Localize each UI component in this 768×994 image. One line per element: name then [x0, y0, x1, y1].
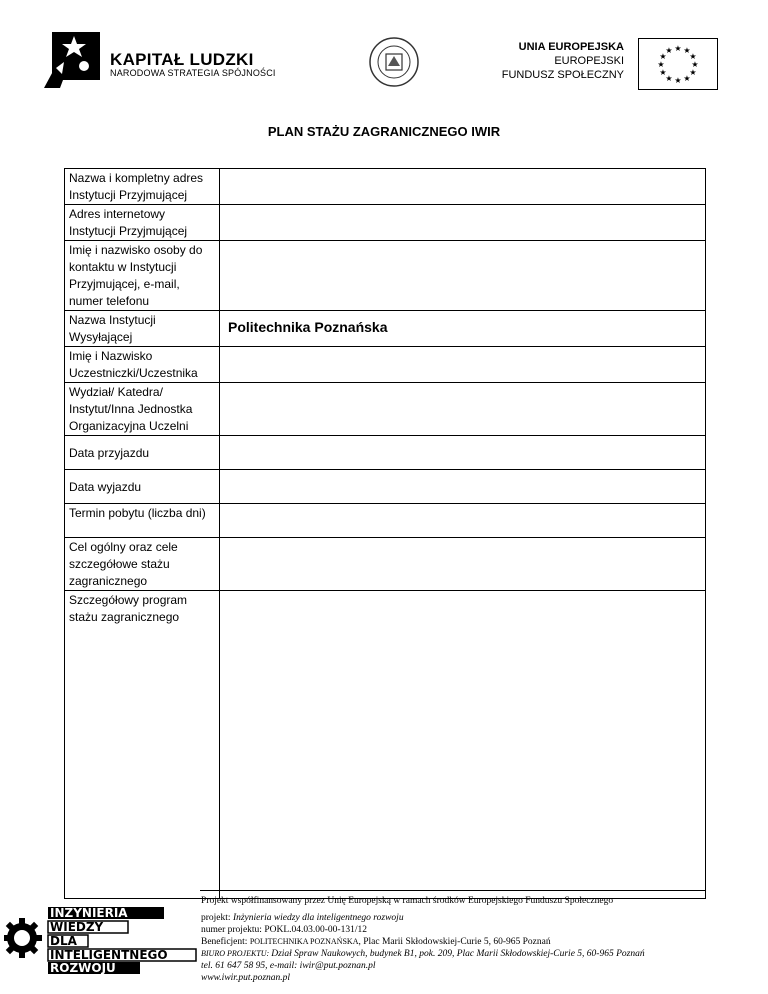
kapital-ludzki-title: KAPITAŁ LUDZKI: [110, 50, 254, 69]
row-value[interactable]: [220, 383, 706, 436]
footer-divider: [200, 890, 706, 891]
table-row: [65, 470, 706, 504]
svg-text:★: ★: [674, 44, 682, 53]
row-label: Adres internetowy Instytucji Przyjmującej: [65, 205, 220, 241]
footer-text: [201, 895, 711, 984]
table-row: [65, 538, 706, 591]
row-value[interactable]: [220, 504, 706, 538]
table-row: [65, 504, 706, 538]
table-row: [65, 241, 706, 311]
svg-text:★: ★: [683, 74, 691, 83]
svg-text:★: ★: [665, 74, 673, 83]
beneficiary-name: POLITECHNIKA POZNAŃSKA: [249, 937, 359, 946]
iwir-logo: [4, 902, 198, 974]
iwir-logo-line-4: INTELIGENTNEGO: [50, 948, 168, 962]
row-value[interactable]: [220, 470, 706, 504]
svg-text:★: ★: [665, 46, 673, 55]
kapital-ludzki-logo: [44, 32, 100, 88]
office-prefix: BIURO PROJEKTU:: [201, 949, 272, 958]
eu-text: [502, 40, 624, 82]
eu-line-2: EUROPEJSKI: [554, 55, 624, 67]
svg-text:★: ★: [657, 60, 665, 69]
svg-text:★: ★: [683, 46, 691, 55]
table-row: [65, 347, 706, 383]
row-label-text: Data wyjazdu: [69, 480, 142, 494]
beneficiary-prefix: Beneficjent:: [201, 937, 250, 947]
svg-text:★: ★: [691, 60, 699, 69]
beneficiary-line: [201, 936, 711, 948]
row-label: Imię i Nazwisko Uczestniczki/Uczestnika: [65, 347, 220, 383]
svg-text:★: ★: [659, 68, 667, 77]
eu-line-1: UNIA EUROPEJSKA: [518, 41, 624, 53]
iwir-logo-line-5: ROZWOJU: [50, 961, 116, 974]
office-line: [201, 948, 711, 960]
row-value[interactable]: [220, 169, 706, 205]
row-value[interactable]: [220, 538, 706, 591]
eu-flag-icon: [638, 38, 718, 90]
kapital-ludzki-subtitle: NARODOWA STRATEGIA SPÓJNOŚCI: [110, 68, 276, 78]
row-value[interactable]: [220, 241, 706, 311]
row-label: Imię i nazwisko osoby do kontaktu w Instytucji Przyjmującej, e-mail, numer telefonu: [65, 241, 220, 311]
row-label: Wydział/ Katedra/ Instytut/Inna Jednostka Organizacyjna Uczelni: [65, 383, 220, 436]
iwir-logo-line-1: INŻYNIERIA: [50, 906, 128, 920]
svg-text:★: ★: [689, 68, 697, 77]
row-value[interactable]: [220, 347, 706, 383]
row-label: [65, 436, 220, 470]
row-label-text: Data przyjazdu: [69, 446, 150, 460]
project-name: Inżynieria wiedzy dla inteligentnego rozwoju: [232, 913, 404, 923]
svg-text:★: ★: [659, 52, 667, 61]
svg-text:★: ★: [689, 52, 697, 61]
table-row: [65, 169, 706, 205]
iwir-logo-line-2: WIEDZY: [50, 920, 104, 934]
iwir-logo-line-3: DLA: [50, 934, 77, 948]
table-row: [65, 383, 706, 436]
sending-institution-value: Politechnika Poznańska: [228, 319, 388, 335]
project-number: numer projektu: POKL.04.03.00-00-131/12: [201, 925, 367, 935]
website-link[interactable]: www.iwir.put.poznan.pl: [201, 973, 291, 983]
row-label: Nazwa Instytucji Wysyłającej: [65, 311, 220, 347]
table-row: [65, 436, 706, 470]
table-row: [65, 205, 706, 241]
beneficiary-address: , Plac Marii Skłodowskiej-Curie 5, 60-965 Poznań: [358, 937, 551, 947]
svg-text:★: ★: [674, 76, 682, 85]
row-label: Szczegółowy program stażu zagranicznego: [65, 591, 220, 899]
project-prefix: projekt:: [201, 913, 233, 923]
university-seal-logo: [368, 36, 420, 88]
project-line: [201, 912, 711, 924]
row-label: Nazwa i kompletny adres Instytucji Przyjmującej: [65, 169, 220, 205]
table-row: [65, 591, 706, 899]
row-label: [65, 470, 220, 504]
eu-line-3: FUNDUSZ SPOŁECZNY: [501, 69, 624, 81]
office-address: Dział Spraw Naukowych, budynek B1, pok. 209, Plac Marii Skłodowskiej-Curie 5, 60-965 Poznań: [271, 949, 645, 959]
row-value[interactable]: [220, 436, 706, 470]
row-label: Termin pobytu (liczba dni): [65, 504, 220, 538]
table-row: [65, 311, 706, 347]
row-value[interactable]: [220, 591, 706, 899]
page-header: [0, 0, 768, 100]
row-label: Cel ogólny oraz cele szczegółowe stażu zagranicznego: [65, 538, 220, 591]
contact-line[interactable]: tel. 61 647 58 95, e-mail: iwir@put.poznan.pl: [201, 961, 376, 971]
cofinance-note: Projekt współfinansowany przez Unię Europejską w ramach środków Europejskiego Funduszu Społecznego: [201, 896, 614, 906]
row-value[interactable]: [220, 205, 706, 241]
document-title: PLAN STAŻU ZAGRANICZNEGO IWIR: [267, 124, 501, 139]
row-value[interactable]: [220, 311, 706, 347]
internship-plan-table: [64, 168, 706, 899]
